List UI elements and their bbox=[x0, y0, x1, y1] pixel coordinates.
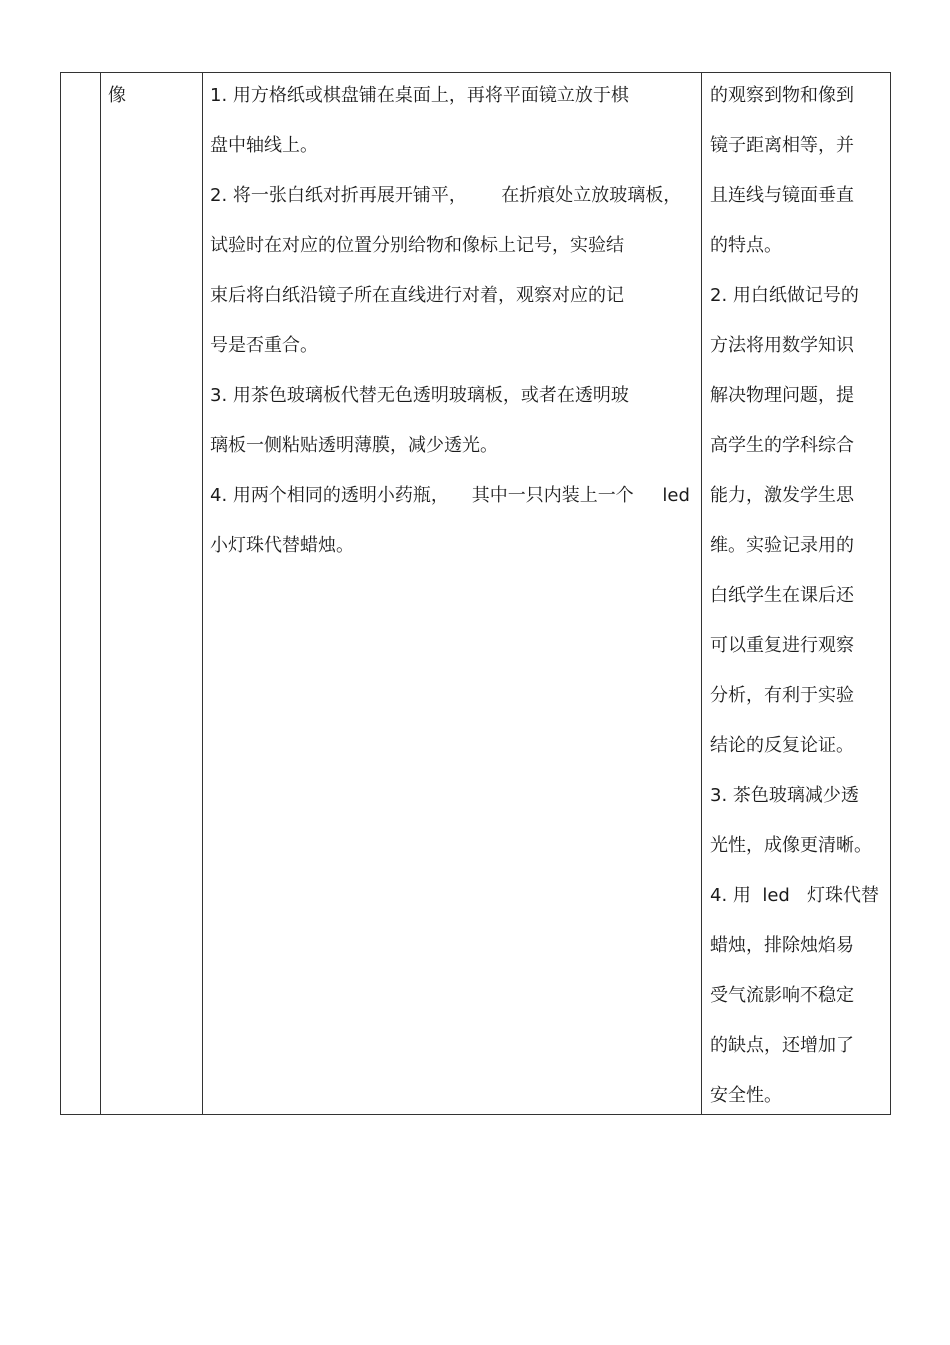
method-line: 盘中轴线上。 bbox=[210, 135, 318, 156]
note-line: 受气流影响不稳定 bbox=[710, 985, 854, 1006]
note-line: 蜡烛，排除烛焰易 bbox=[710, 935, 854, 956]
note-line: 可以重复进行观察 bbox=[710, 635, 854, 656]
index-cell bbox=[61, 73, 100, 1114]
method-line: 束后将白纸沿镜子所在直线进行对着，观察对应的记 bbox=[210, 285, 624, 306]
note-line: 光性，成像更清晰。 bbox=[710, 835, 872, 856]
method-line: 1. 用方格纸或棋盘铺在桌面上，再将平面镜立放于棋 bbox=[210, 85, 629, 106]
note-line: 白纸学生在课后还 bbox=[710, 585, 854, 606]
note-line: 镜子距离相等，并 bbox=[710, 135, 854, 156]
label-text: 像 bbox=[108, 85, 126, 106]
note-line: 解决物理问题，提 bbox=[710, 385, 854, 406]
note-line: 3. 茶色玻璃减少透 bbox=[710, 785, 859, 806]
method-cell bbox=[203, 73, 701, 1114]
method-line: 璃板一侧粘贴透明薄膜，减少透光。 bbox=[210, 435, 498, 456]
note-line: 分析，有利于实验 bbox=[710, 685, 854, 706]
note-line: 高学生的学科综合 bbox=[710, 435, 854, 456]
note-line: 2. 用白纸做记号的 bbox=[710, 285, 859, 306]
note-line: 方法将用数学知识 bbox=[710, 335, 854, 356]
method-line: 3. 用茶色玻璃板代替无色透明玻璃板，或者在透明玻 bbox=[210, 385, 629, 406]
note-line: 的特点。 bbox=[710, 235, 782, 256]
method-line: 号是否重合。 bbox=[210, 335, 318, 356]
note-line: 4. 用 led 灯珠代替 bbox=[710, 885, 880, 906]
note-cell bbox=[702, 73, 890, 1114]
content-table bbox=[60, 72, 891, 1115]
method-line: 试验时在对应的位置分别给物和像标上记号，实验结 bbox=[210, 235, 624, 256]
method-line: 2. 将一张白纸对折再展开铺平， 在折痕处立放玻璃板， bbox=[210, 185, 682, 206]
note-line: 维。实验记录用的 bbox=[710, 535, 854, 556]
label-cell bbox=[101, 73, 202, 1114]
note-line: 能力，激发学生思 bbox=[710, 485, 854, 506]
method-line: 小灯珠代替蜡烛。 bbox=[210, 535, 354, 556]
method-line: 4. 用两个相同的透明小药瓶， 其中一只内装上一个 led bbox=[210, 485, 690, 506]
note-line: 的观察到物和像到 bbox=[710, 85, 854, 106]
note-line: 且连线与镜面垂直 bbox=[710, 185, 854, 206]
note-line: 的缺点，还增加了 bbox=[710, 1035, 854, 1056]
note-line: 结论的反复论证。 bbox=[710, 735, 854, 756]
note-line: 安全性。 bbox=[710, 1085, 782, 1106]
